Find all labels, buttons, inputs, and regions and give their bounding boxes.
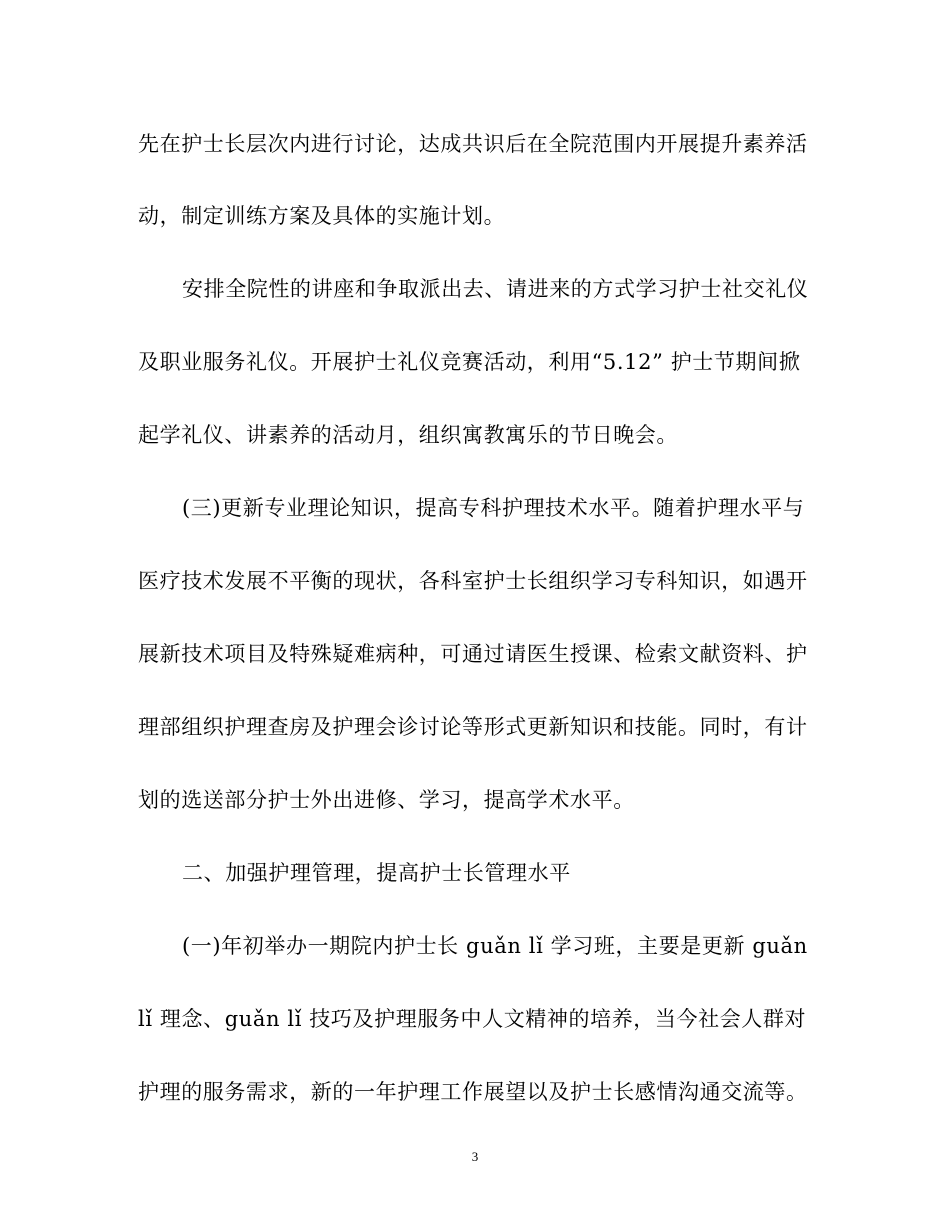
text-line-10: 划的选送部分护士外出进修、学习，提高学术水平。 [138, 788, 635, 812]
text-line-9: 理部组织护理查房及护理会诊讨论等形式更新知识和技能。同时，有计 [138, 715, 808, 739]
text-line-12: (一)年初举办一期院内护士长 guǎn lǐ 学习班，主要是更新 guǎn [182, 934, 808, 958]
text-line-3: 安排全院性的讲座和争取派出去、请进来的方式学习护士社交礼仪 [182, 277, 809, 301]
text-line-14: 护理的服务需求，新的一年护理工作展望以及护士长感情沟通交流等。 [138, 1080, 808, 1104]
text-line-1: 先在护士长层次内进行讨论，达成共识后在全院范围内开展提升素养活 [138, 132, 808, 156]
text-line-5: 起学礼仪、讲素养的活动月，组织寓教寓乐的节日晚会。 [138, 423, 678, 447]
text-line-8: 展新技术项目及特殊疑难病种，可通过请医生授课、检索文献资料、护 [138, 642, 808, 666]
text-line-2: 动，制定训练方案及具体的实施计划。 [138, 204, 506, 228]
text-line-6: (三)更新专业理论知识，提高专科护理技术水平。随着护理水平与 [182, 496, 805, 520]
text-line-4: 及职业服务礼仪。开展护士礼仪竞赛活动，利用“5.12” 护士节期间掀 [138, 350, 801, 374]
text-line-7: 医疗技术发展不平衡的现状，各科室护士长组织学习专科知识，如遇开 [138, 569, 808, 593]
text-line-13: lǐ 理念、guǎn lǐ 技巧及护理服务中人文精神的培养，当今社会人群对 [138, 1007, 807, 1031]
page-number: 3 [471, 1149, 479, 1164]
section-heading: 二、加强护理管理，提高护士长管理水平 [182, 861, 571, 885]
